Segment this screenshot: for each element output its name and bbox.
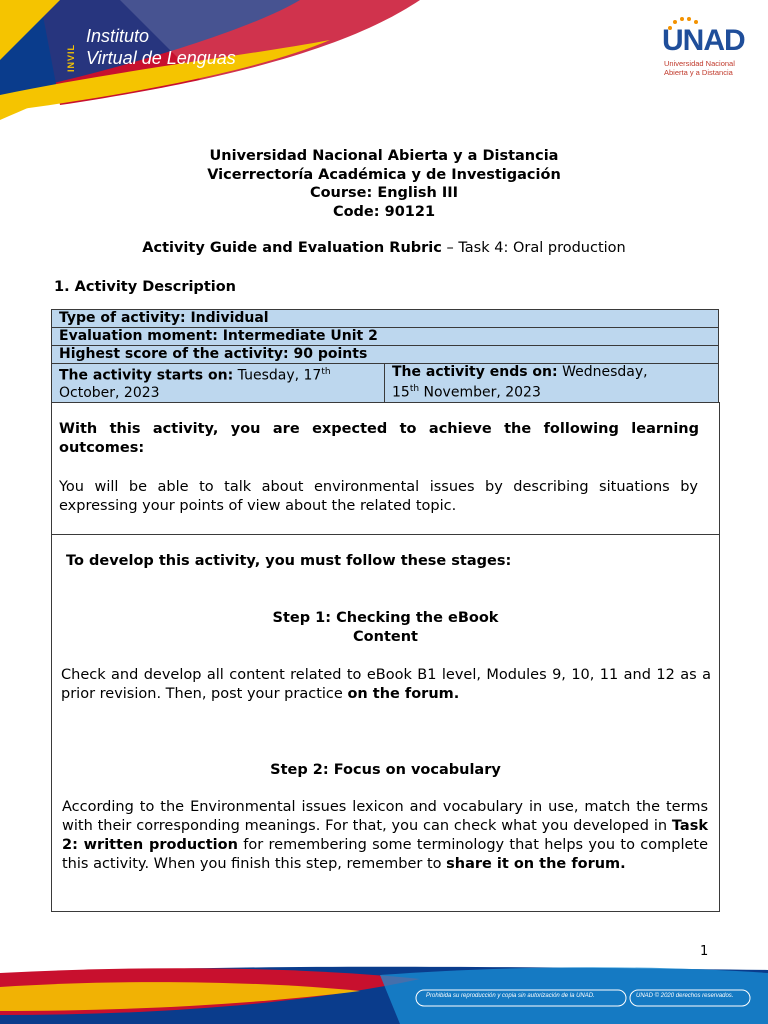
start-date-cell [52, 364, 385, 403]
step1-title-line1: Step 1: Checking the eBook [272, 610, 499, 626]
end-date-day: 15 [392, 384, 410, 401]
activity-info-table [51, 309, 719, 403]
unad-subtitle-line2: Abierta y a Distancia [664, 68, 733, 77]
step1-body: Check and develop all content related to eBook B1 level, Modules 9, 10, 11 and 12 as a prior revision. Then, post your practice [61, 667, 711, 702]
title-line-university: Universidad Nacional Abierta y a Distancia [209, 148, 559, 164]
start-date-value: Tuesday, 17 [233, 367, 322, 384]
title-line-code: Code: 90121 [332, 203, 436, 220]
unad-logo [662, 16, 752, 78]
subtitle-rest: – Task 4: Oral production [441, 240, 626, 256]
stages-heading: To develop this activity, you must follow these stages: [66, 553, 512, 569]
end-date-sup: th [409, 384, 420, 394]
title-line-course: Course: English III [309, 185, 459, 201]
step2-bold-share: share it on the forum. [446, 856, 626, 872]
end-date-label: The activity ends on: [392, 364, 558, 380]
end-date-cell [385, 364, 719, 403]
activity-type: Type of activity: Individual [52, 310, 719, 328]
institute-name-line2: Virtual de Lenguas [86, 48, 236, 68]
learning-outcomes-box [51, 402, 720, 535]
step1-text [61, 666, 711, 704]
step1-title [52, 609, 719, 647]
step2-body-a: According to the Environmental issues lexicon and vocabulary in use, match the terms with their corresponding meanings. For that, you can check what you developed in [62, 799, 708, 834]
unad-subtitle-line1: Universidad Nacional [664, 59, 735, 68]
step2-text [62, 798, 708, 874]
page-number: 1 [700, 944, 709, 959]
start-date-label: The activity starts on: [59, 367, 234, 384]
end-date-month: November, 2023 [419, 384, 541, 401]
table-row [52, 310, 719, 328]
subtitle-bold: Activity Guide and Evaluation Rubric [142, 240, 442, 256]
evaluation-moment: Evaluation moment: Intermediate Unit 2 [52, 328, 719, 346]
institute-name-line1: Instituto [86, 26, 150, 46]
outcomes-text: You will be able to talk about environmental issues by describing situations by expressing your points of view about the related topic. [59, 479, 698, 514]
start-date-value-2: October, 2023 [59, 384, 160, 401]
unad-wordmark: UNAD [662, 24, 745, 57]
start-date-sup: th [321, 367, 331, 377]
title-line-vicerrectoria: Vicerrectoría Académica y de Investigación [207, 166, 561, 183]
section-title: 1. Activity Description [54, 279, 237, 295]
step2-body-b: for remembering some terminology that helps you to complete this activity. When you finish this step, remember to [62, 837, 708, 872]
step1-bold: on the forum. [347, 686, 460, 702]
footer-rights-note: UNAD © 2020 derechos reservados. [636, 993, 734, 999]
footer-copyright-note: Prohibida su reproducción y copia sin autorización de la UNAD. [426, 993, 595, 999]
step2-bold-task: Task 2: written production [62, 818, 708, 853]
document-title [0, 147, 768, 221]
table-row [52, 328, 719, 346]
outcomes-heading: With this activity, you are expected to achieve the following learning outcomes: [59, 421, 699, 456]
invil-label: INVIL [66, 43, 76, 72]
step1-title-line2: Content [353, 629, 418, 645]
document-subtitle [0, 240, 768, 256]
end-date-value: Wednesday, [557, 364, 648, 380]
step2-title: Step 2: Focus on vocabulary [270, 762, 501, 778]
table-row [52, 346, 719, 364]
stages-box [51, 534, 720, 912]
highest-score: Highest score of the activity: 90 points [52, 346, 719, 364]
table-row [52, 364, 719, 403]
